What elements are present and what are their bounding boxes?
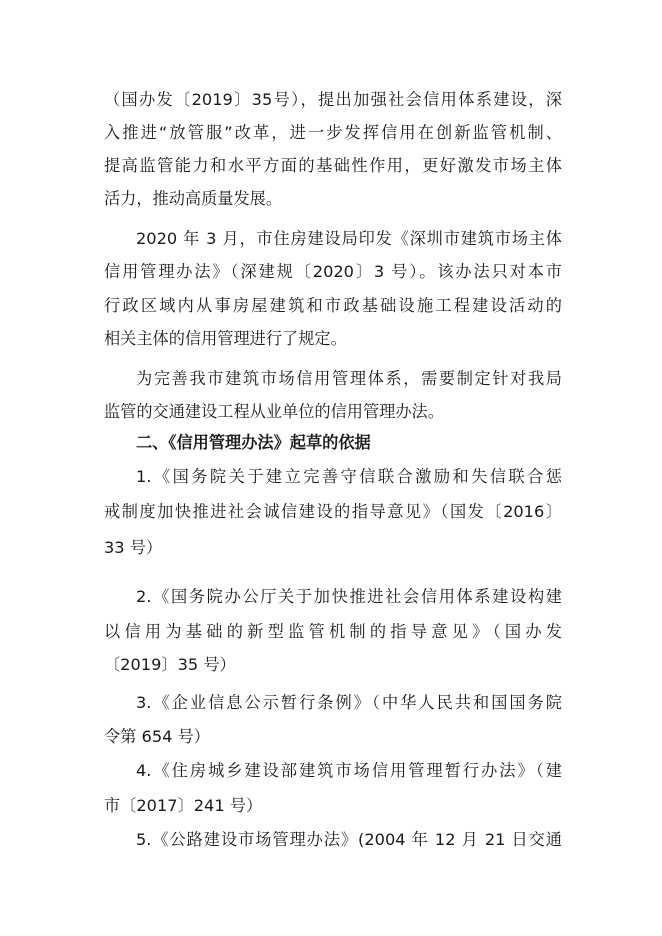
basis-item-line: 〔2019〕35 号） bbox=[104, 655, 236, 674]
basis-item-line: 以信用为基础的新型监管机制的指导意见》（国办发 bbox=[104, 622, 562, 641]
basis-item-line: 33 号） bbox=[104, 538, 163, 557]
paragraph-line: 提高监管能力和水平方面的基础性作用，更好激发市场主体 bbox=[104, 156, 562, 175]
paragraph-line: 2020 年 3 月，市住房建设局印发《深圳市建筑市场主体 bbox=[136, 229, 562, 248]
paragraph-line: 行政区域内从事房屋建筑和市政基础设施工程建设活动的 bbox=[104, 296, 562, 315]
basis-item-line: 1.《国务院关于建立完善守信联合激励和失信联合惩 bbox=[136, 467, 562, 486]
paragraph-line: （国办发〔2019〕35号），提出加强社会信用体系建设，深 bbox=[104, 90, 562, 109]
basis-item-line: 令第 654 号） bbox=[104, 727, 210, 746]
paragraph-line: 活力，推动高质量发展。 bbox=[104, 189, 283, 208]
basis-item-line: 3.《企业信息公示暂行条例》（中华人民共和国国务院 bbox=[136, 693, 562, 712]
basis-item-line: 2.《国务院办公厅关于加快推进社会信用体系建设构建 bbox=[136, 587, 562, 606]
basis-item-line: 市〔2017〕241 号） bbox=[104, 796, 263, 815]
paragraph-line: 监管的交通建设工程从业单位的信用管理办法。 bbox=[104, 402, 444, 421]
paragraph-line: 信用管理办法》（深建规〔2020〕3 号）。该办法只对本市 bbox=[104, 262, 562, 281]
paragraph-line: 入推进“放管服”改革，进一步发挥信用在创新监管机制、 bbox=[104, 123, 562, 142]
paragraph-line: 为完善我市建筑市场信用管理体系，需要制定针对我局 bbox=[136, 369, 562, 388]
basis-item-line: 戒制度加快推进社会诚信建设的指导意见》（国发〔2016〕 bbox=[104, 502, 562, 521]
basis-item-line: 5.《公路建设市场管理办法》(2004 年 12 月 21 日交通 bbox=[136, 830, 562, 849]
section-heading: 二、《信用管理办法》起草的依据 bbox=[136, 433, 371, 452]
paragraph-line: 相关主体的信用管理进行了规定。 bbox=[104, 329, 347, 348]
basis-item-line: 4.《住房城乡建设部建筑市场信用管理暂行办法》（建 bbox=[136, 761, 562, 780]
